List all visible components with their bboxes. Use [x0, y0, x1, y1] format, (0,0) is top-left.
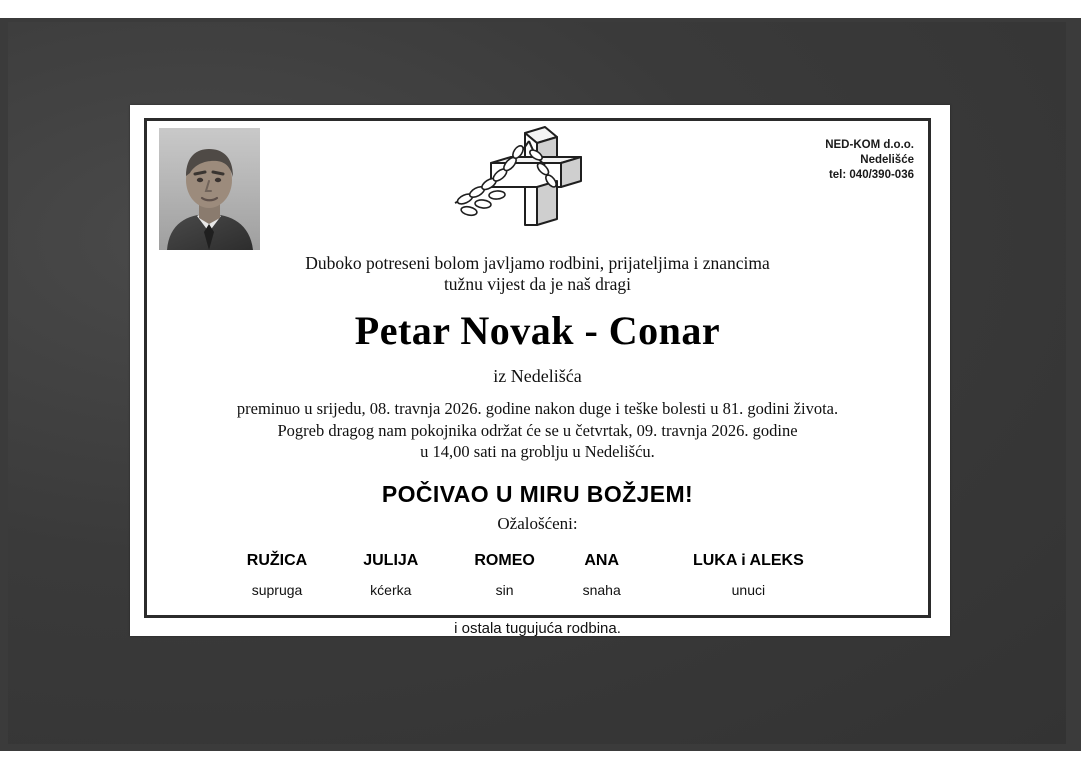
detail-line-3: u 14,00 sati na groblju u Nedelišću. — [420, 442, 655, 461]
mourner-name: ROMEO — [474, 551, 535, 569]
cross-with-olive-branch-icon — [433, 125, 643, 233]
mourner-role: kćerka — [370, 581, 412, 598]
funeral-details — [147, 398, 928, 463]
deceased-origin: iz Nedelišća — [493, 366, 582, 386]
mourner-name: ANA — [584, 551, 620, 569]
rest-in-peace-text: POČIVAO U MIRU BOŽJEM! — [381, 480, 694, 507]
mourner-role: snaha — [582, 581, 621, 598]
intro-text — [147, 253, 928, 295]
company-name: NED-KOM d.o.o. — [825, 139, 914, 151]
mourner-role: sin — [495, 581, 514, 598]
mourner-role: supruga — [251, 581, 303, 598]
mourners-names-row — [218, 552, 858, 582]
detail-line-2: Pogreb dragog nam pokojnika održat će se u četvrtak, 09. travnja 2026. godine — [277, 420, 798, 440]
intro-line-1: Duboko potreseni bolom javljamo rodbini, prijateljima i znancima — [305, 253, 770, 273]
mourners-table — [218, 552, 858, 598]
company-phone: tel: 040/390-036 — [828, 169, 914, 181]
funeral-company-info — [825, 138, 914, 183]
cross-emblem — [147, 125, 928, 233]
company-place: Nedelišće — [860, 154, 914, 166]
detail-line-1: preminuo u srijedu, 08. travnja 2026. godine nakon duge i teške bolesti u 81. godini života. — [236, 399, 839, 418]
mourner-name: JULIJA — [363, 551, 419, 569]
obituary-header — [147, 121, 928, 251]
mourner-role: unuci — [731, 581, 766, 598]
mourners-label: Ožalošćeni: — [497, 513, 578, 533]
obituary-card — [130, 105, 950, 636]
mourner-name: LUKA i ALEKS — [692, 551, 804, 569]
deceased-name: Petar Novak - Conar — [354, 308, 721, 353]
closing-text: i ostala tugujuća rodbina. — [454, 619, 621, 637]
intro-line-2: tužnu vijest da je naš dragi — [443, 274, 632, 294]
obituary-card-border — [144, 118, 931, 637]
mourners-roles-row — [218, 582, 858, 598]
mourner-name: RUŽICA — [246, 551, 308, 569]
obituary-card-content — [147, 121, 928, 637]
